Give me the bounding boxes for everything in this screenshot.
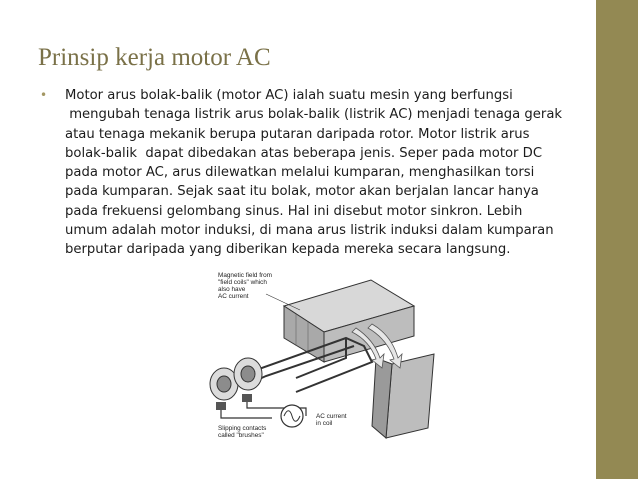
svg-text:"field coils" which: "field coils" which — [218, 279, 267, 286]
svg-text:Slipping contacts: Slipping contacts — [218, 425, 267, 432]
svg-text:in coil: in coil — [316, 420, 333, 427]
svg-text:called "brushes": called "brushes" — [218, 432, 264, 439]
slip-rings — [210, 358, 262, 400]
bullet-point — [40, 86, 595, 260]
bullet-line: pada frekuensi gelombang sinus. Hal ini disebut motor sinkron. Lebih — [65, 203, 523, 219]
slide-title: Prinsip kerja motor AC — [38, 44, 271, 71]
bullet-marker: • — [40, 88, 48, 102]
bullet-line: mengubah tenaga listrik arus bolak-balik (listrik AC) menjadi tenaga gerak — [65, 107, 563, 123]
label-ac-current — [316, 413, 347, 427]
svg-text:also have: also have — [218, 286, 246, 293]
bullet-line: Motor arus bolak-balik (motor AC) ialah suatu mesin yang berfungsi — [65, 88, 513, 103]
svg-text:AC current: AC current — [218, 293, 249, 300]
bullet-line: atau tenaga mekanik berupa putaran daripada rotor. Motor listrik arus — [65, 126, 530, 142]
bullet-text — [65, 86, 595, 260]
bullet-line: pada kumparan. Sejak saat itu bolak, motor akan berjalan lancar hanya — [65, 184, 539, 200]
bullet-line: umum adalah motor induksi, di mana arus listrik induksi dalam kumparan — [65, 223, 554, 239]
bullet-line: bolak-balik dapat dibedakan atas beberapa jenis. Seper pada motor DC — [65, 145, 543, 161]
decorative-sidebar — [596, 0, 638, 479]
svg-text:AC current: AC current — [316, 413, 347, 420]
bullet-line: berputar daripada yang diberikan kepada mereka secara langsung. — [65, 242, 511, 258]
label-slipping-contacts — [218, 425, 266, 439]
label-magnetic-field — [218, 272, 300, 310]
bullet-line: pada motor AC, arus dilewatkan melalui kumparan, menghasilkan torsi — [65, 165, 535, 181]
ac-motor-diagram — [196, 266, 442, 446]
svg-text:Magnetic field from: Magnetic field from — [218, 272, 272, 279]
ac-source-icon — [281, 405, 303, 427]
